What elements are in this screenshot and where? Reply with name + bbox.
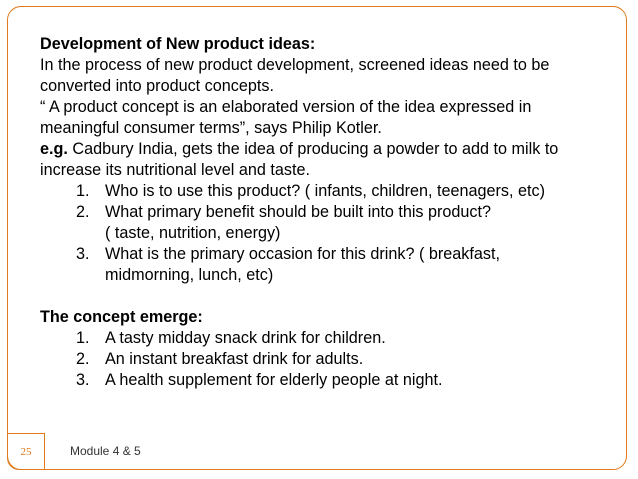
- question-number: 2.: [76, 203, 90, 221]
- quote-line-1: “ A product concept is an elaborated version of the idea expressed in: [40, 98, 532, 116]
- concept-item: [40, 349, 620, 370]
- question-item: [40, 244, 620, 286]
- concept-item: [40, 328, 620, 349]
- question-item: [40, 202, 620, 244]
- concept-heading: The concept emerge:: [40, 308, 203, 326]
- slide-heading: Development of New product ideas:: [40, 35, 316, 53]
- question-text: What primary benefit should be built into this product?: [105, 203, 492, 221]
- concept-number: 1.: [76, 329, 90, 347]
- question-number: 3.: [76, 245, 90, 263]
- slide-number-box: [7, 433, 45, 470]
- concept-text: A health supplement for elderly people at night.: [105, 371, 443, 389]
- concept-text: A tasty midday snack drink for children.: [105, 329, 386, 347]
- intro-line-2: converted into product concepts.: [40, 77, 274, 95]
- question-text: Who is to use this product? ( infants, children, teenagers, etc): [105, 182, 545, 200]
- example-line-1: [40, 139, 620, 160]
- example-label: e.g.: [40, 140, 68, 158]
- concept-text: An instant breakfast drink for adults.: [105, 350, 364, 368]
- section-spacer: [40, 286, 620, 307]
- example-text: Cadbury India, gets the idea of producing a powder to add to milk to: [67, 140, 559, 158]
- questions-list: [40, 181, 620, 286]
- concept-number: 2.: [76, 350, 90, 368]
- concepts-list: [40, 328, 620, 391]
- intro-line-1: In the process of new product development, screened ideas need to be: [40, 56, 550, 74]
- slide-number: 25: [20, 445, 32, 458]
- footer-module-label: Module 4 & 5: [70, 444, 141, 458]
- concept-item: [40, 370, 620, 391]
- example-line-2: increase its nutritional level and taste.: [40, 161, 310, 179]
- question-text-cont: midmorning, lunch, etc): [105, 266, 274, 284]
- concept-number: 3.: [76, 371, 90, 389]
- question-item: [40, 181, 620, 202]
- quote-line-2: meaningful consumer terms”, says Philip Kotler.: [40, 119, 382, 137]
- question-text: What is the primary occasion for this drink? ( breakfast,: [105, 245, 500, 263]
- question-text-cont: ( taste, nutrition, energy): [105, 224, 281, 242]
- question-number: 1.: [76, 182, 90, 200]
- slide-content: [40, 34, 620, 391]
